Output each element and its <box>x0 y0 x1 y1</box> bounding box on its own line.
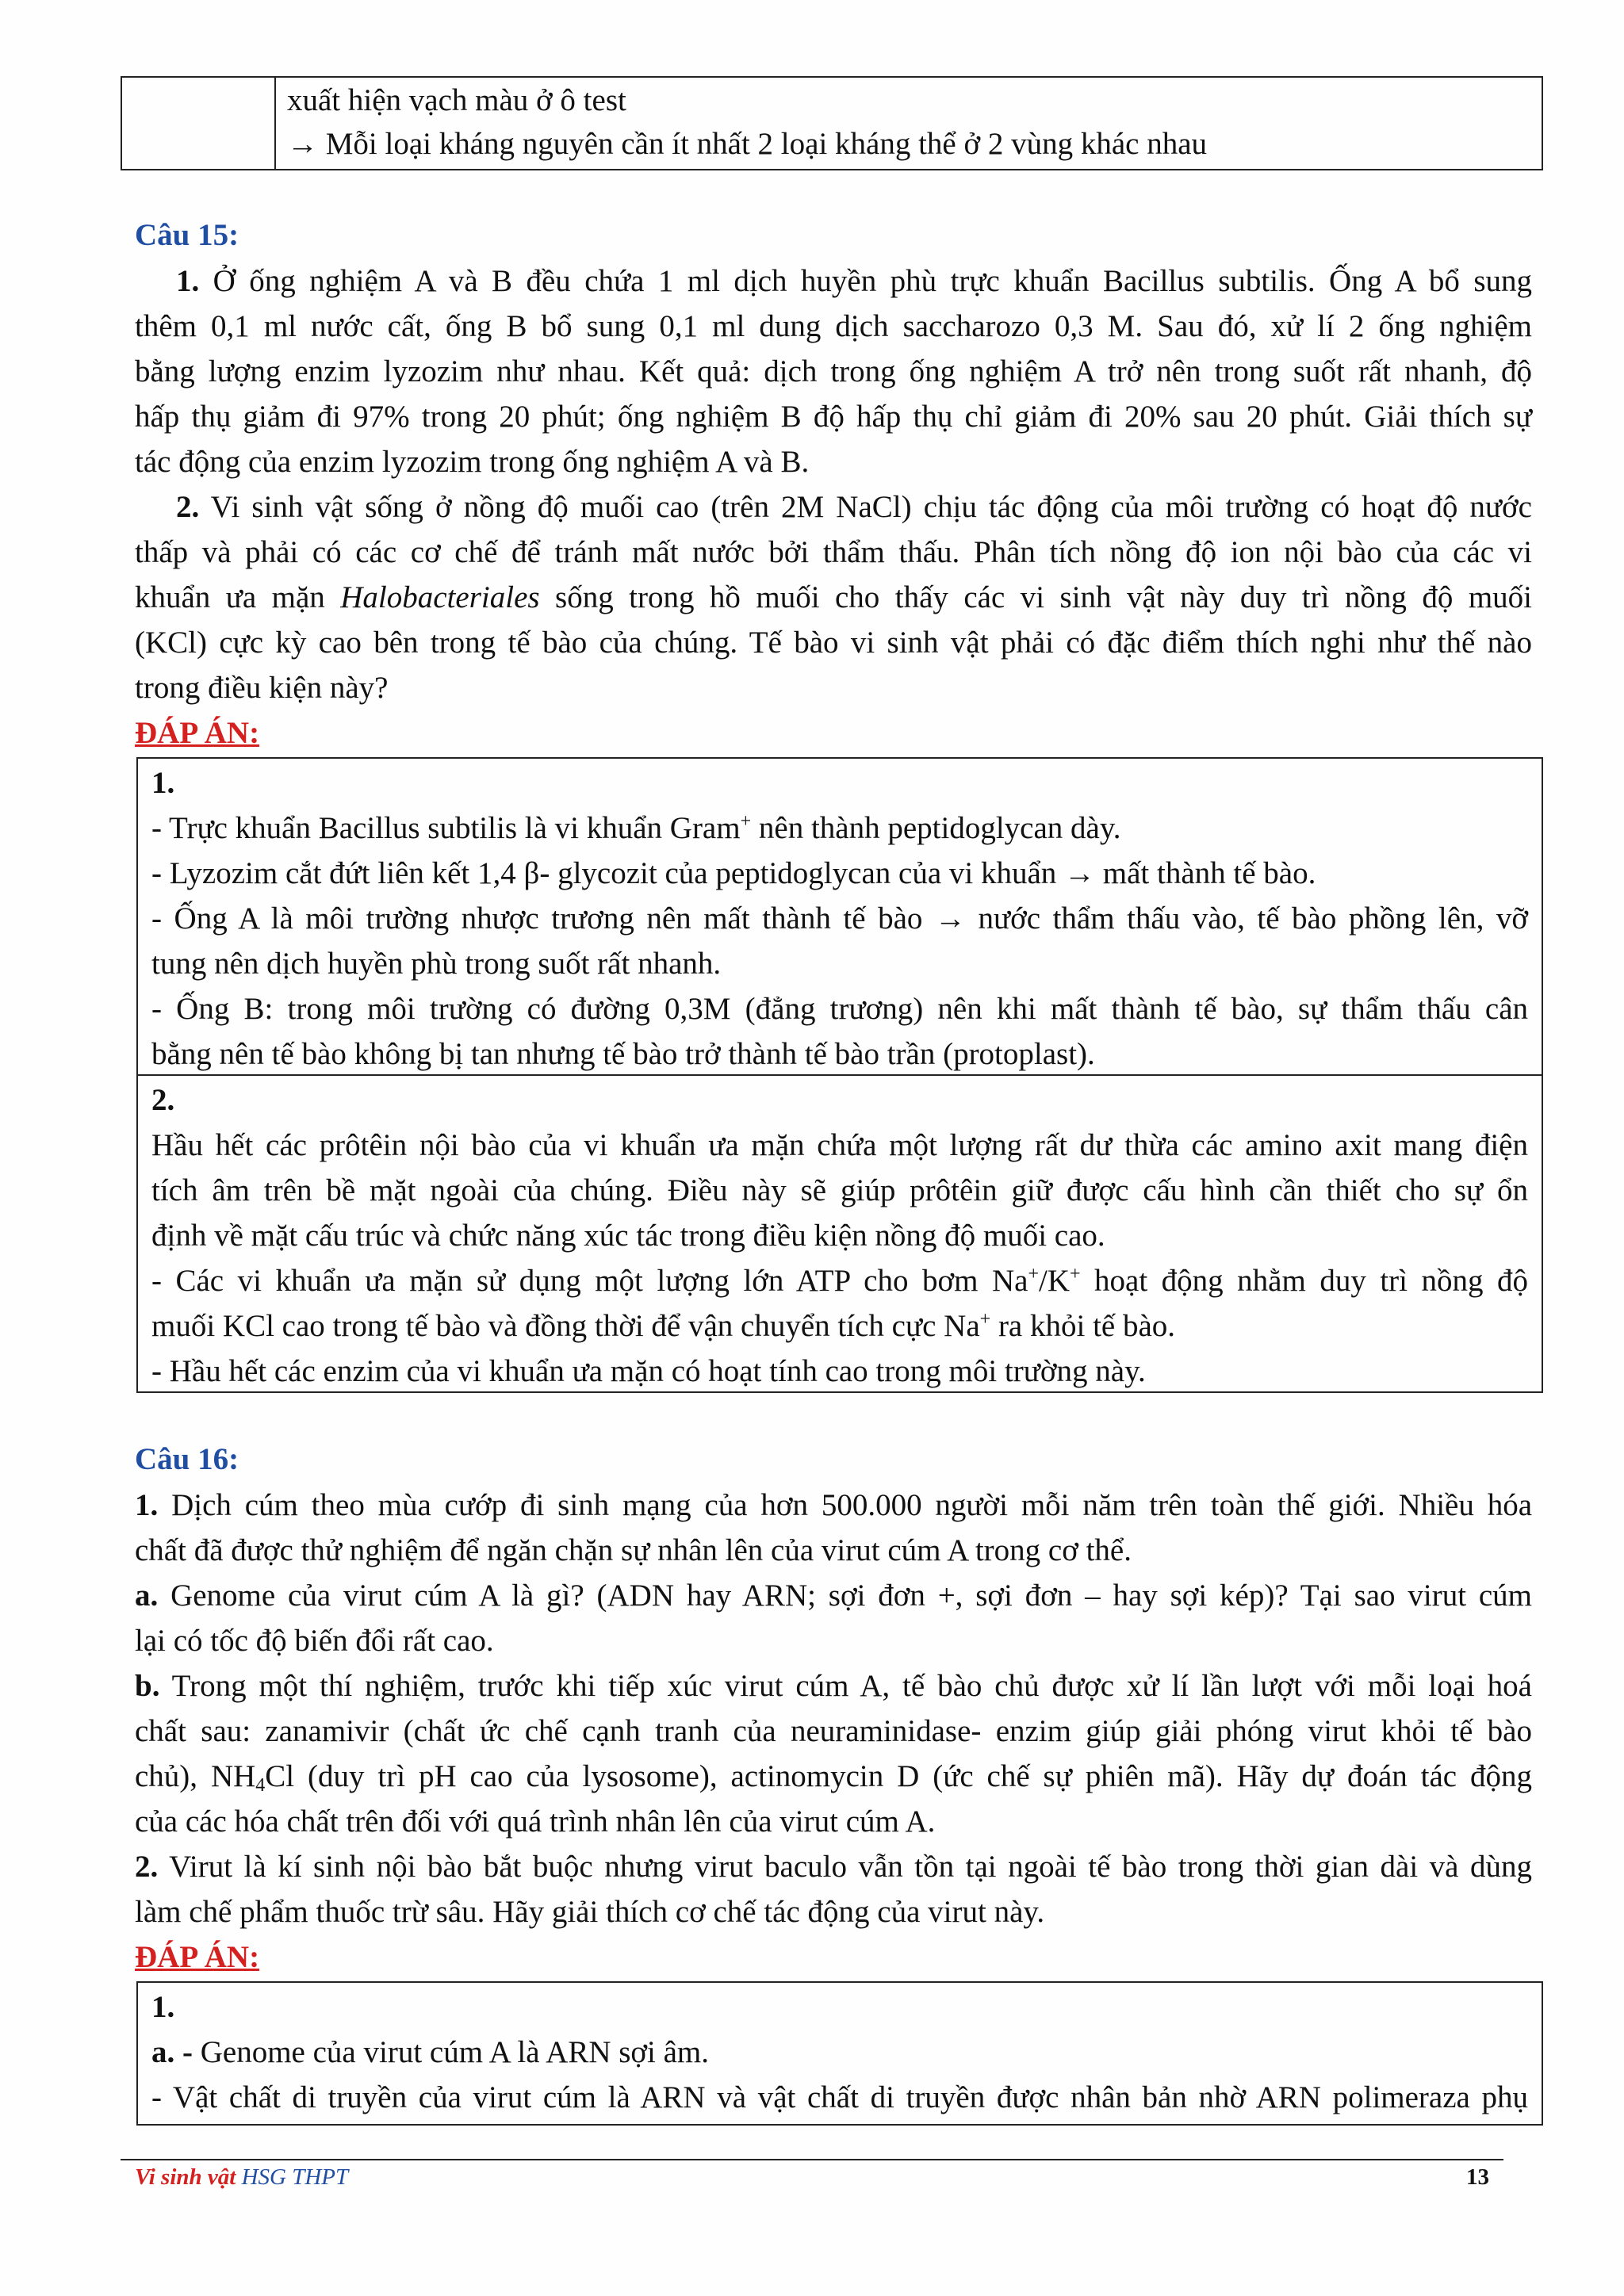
q15-p2-text-3b: sống trong hồ muối cho thấy các vi sinh vật này duy trì nồng độ muối <box>555 580 1532 614</box>
q16-b-line-2: chất sau: zanamivir (chất ức chế cạnh tranh của neuraminidase- enzim giúp giải phóng virut khỏi tế bào <box>135 1714 1532 1748</box>
q16-b-line-4: của các hóa chất trên đối với quá trình nhân lên của virut cúm A. <box>135 1804 936 1839</box>
nh4-subscript: 4 <box>255 1775 266 1796</box>
q15-ans2-line-5 <box>151 1303 1175 1349</box>
q16-p2-number: 2. <box>135 1850 159 1884</box>
q16-b-line-1 <box>135 1663 1532 1709</box>
q16-p1-line-2: chất đã được thử nghiệm để ngăn chặn sự nhân lên của virut cúm A trong cơ thể. <box>135 1533 1132 1567</box>
q15-p2-line-3 <box>135 575 1532 620</box>
q16-b-line-3 <box>135 1754 1532 1799</box>
q16-b-text-1: Trong một thí nghiệm, trước khi tiếp xúc virut cúm A, tế bào chủ được xử lí lần lượt với mỗi loại hoá <box>171 1669 1532 1703</box>
q15-p1-line-1 <box>176 258 1532 304</box>
q16-a-label: a. <box>135 1578 159 1613</box>
halobacteriales-term: Halobacteriales <box>340 580 540 614</box>
q16-ans-line-3: - Vật chất di truyền của virut cúm là ARN và vật chất di truyền được nhân bản nhờ ARN polimeraza phụ <box>151 2080 1528 2114</box>
q15-answer-box-2 <box>136 1074 1543 1393</box>
q15-p1-line-3: bằng lượng enzim lyzozim như nhau. Kết quả: dịch trong ống nghiệm A trở nên trong suốt rất nhanh, độ <box>135 354 1532 388</box>
q15-ans2-text-5b: ra khỏi tế bào. <box>990 1309 1176 1343</box>
q16-b-text-3a: chủ), NH <box>135 1759 256 1793</box>
continuation-table <box>121 76 1543 170</box>
q16-ans1-number: 1. <box>151 1990 175 2024</box>
q15-ans2-text-5a: muối KCl cao trong tế bào và đồng thời để vận chuyển tích cực Na <box>151 1309 980 1343</box>
q15-ans1-line-2: - Lyzozim cắt đứt liên kết 1,4 β- glycozit của peptidoglycan của vi khuẩn → mất thành tế bào. <box>151 856 1316 890</box>
q15-ans2-line-2: tích âm trên bề mặt ngoài của chúng. Điều này sẽ giúp prôtêin giữ được cấu hình cần thiết cho sự ổn <box>151 1173 1528 1207</box>
q16-p2-line-2: làm chế phẩm thuốc trừ sâu. Hãy giải thích cơ chế tác động của virut này. <box>135 1895 1045 1929</box>
q15-p2-line-2: thấp và phải có các cơ chế để tránh mất nước bởi thẩm thấu. Phân tích nồng độ ion nội bào của các vi <box>135 535 1532 569</box>
q16-a-line-1 <box>135 1573 1532 1618</box>
q16-p1-number: 1. <box>135 1488 159 1522</box>
q15-ans1-line-5: - Ống B: trong môi trường có đường 0,3M (đẳng trương) nên khi mất thành tế bào, sự thẩm thấu cân <box>151 992 1528 1026</box>
table-conclusion: Mỗi loại kháng nguyên cần ít nhất 2 loại kháng thể ở 2 vùng khác nhau <box>325 127 1208 161</box>
q16-ans-a-label: a. - <box>151 2035 193 2069</box>
q15-ans1-line-4: tung nên dịch huyền phù trong suốt rất nhanh. <box>151 947 722 981</box>
q15-p1-line-2: thêm 0,1 ml nước cất, ống B bổ sung 0,1 ml dung dịch saccharozo 0,3 M. Sau đó, xử lí 2 ống nghiệm <box>135 309 1532 343</box>
q15-ans1-number: 1. <box>151 766 175 800</box>
question-15-heading: Câu 15: <box>135 218 239 252</box>
q15-ans1-line-6: bằng nên tế bào không bị tan nhưng tế bào trở thành tế bào trần (protoplast). <box>151 1037 1095 1071</box>
footer-subject: Vi sinh vật <box>135 2164 236 2190</box>
q15-ans2-line-1: Hầu hết các prôtêin nội bào của vi khuẩn ưa mặn chứa một lượng rất dư thừa các amino axit mang điện <box>151 1128 1528 1162</box>
q15-ans2-line-6: - Hầu hết các enzim của vi khuẩn ưa mặn có hoạt tính cao trong môi trường này. <box>151 1354 1146 1388</box>
na-charge-sup-2: + <box>979 1309 991 1330</box>
q15-p2-text-3a: khuẩn ưa mặn <box>135 580 325 614</box>
q15-p2-line-4: (KCl) cực kỳ cao bên trong tế bào của chúng. Tế bào vi sinh vật phải có đặc điểm thích nghi như thế nào <box>135 626 1532 660</box>
table-text-line-2 <box>287 121 1207 166</box>
q15-p1-line-4: hấp thụ giảm đi 97% trong 20 phút; ống nghiệm B độ hấp thụ chỉ giảm đi 20% sau 20 phút. Giải thích sự <box>135 400 1532 434</box>
q15-p2-line-5: trong điều kiện này? <box>135 671 389 705</box>
q15-p1-number: 1. <box>176 264 200 298</box>
q16-answer-box <box>136 1981 1543 2126</box>
q15-answer-label: ĐÁP ÁN: <box>135 716 260 750</box>
q15-ans1-line-3: - Ống A là môi trường nhược trương nên mất thành tế bào → nước thẩm thấu vào, tế bào phồng lên, vỡ <box>151 901 1528 936</box>
q15-ans2-line-3: định về mặt cấu trúc và chức năng xúc tác trong điều kiện nồng độ muối cao. <box>151 1219 1105 1253</box>
q16-ans-a-line <box>151 2030 709 2075</box>
q16-ans-a-text: Genome của virut cúm A là ARN sợi âm. <box>200 2035 710 2069</box>
q15-ans1-line-1 <box>151 806 1121 851</box>
q16-a-text-1: Genome của virut cúm A là gì? (ADN hay ARN; sợi đơn +, sợi đơn – hay sợi kép)? Tại sao virut cúm <box>170 1578 1533 1613</box>
table-empty-cell <box>122 78 276 169</box>
q16-answer-label: ĐÁP ÁN: <box>135 1940 260 1974</box>
q15-ans2-text-4b: /K <box>1038 1264 1070 1298</box>
footer-rule <box>121 2159 1503 2160</box>
q16-a-line-2: lại có tốc độ biến đổi rất cao. <box>135 1624 494 1658</box>
q16-p1-line-1 <box>135 1483 1532 1528</box>
footer-level: HSG THPT <box>241 2164 349 2190</box>
q16-p1-text-1: Dịch cúm theo mùa cướp đi sinh mạng của hơn 500.000 người mỗi năm trên toàn thế giới. Nhiều hóa <box>171 1488 1533 1522</box>
q15-p1-text-1: Ở ống nghiệm A và B đều chứa 1 ml dịch huyền phù trực khuẩn Bacillus subtilis. Ống A bổ sung <box>213 264 1533 298</box>
gram-positive-sup: + <box>740 811 752 832</box>
q16-b-text-3b: Cl (duy trì pH cao của lysosome), actinomycin D (ức chế sự phiên mã). Hãy dự đoán tác động <box>265 1759 1532 1793</box>
q16-p2-line-1 <box>135 1844 1532 1889</box>
q15-ans1-text-1b: nên thành peptidoglycan dày. <box>751 811 1121 845</box>
q15-ans2-number: 2. <box>151 1083 175 1117</box>
arrow-icon: → <box>287 127 318 161</box>
q16-b-label: b. <box>135 1669 160 1703</box>
q15-p1-line-5: tác động của enzim lyzozim trong ống nghiệm A và B. <box>135 445 810 479</box>
q15-answer-box-1 <box>136 757 1543 1076</box>
q15-ans1-text-1a: - Trực khuẩn Bacillus subtilis là vi khuẩn Gram <box>151 811 741 845</box>
q15-ans2-text-4a: - Các vi khuẩn ưa mặn sử dụng một lượng lớn ATP cho bơm Na <box>151 1264 1028 1298</box>
q15-p2-line-1 <box>176 484 1532 530</box>
q15-p2-number: 2. <box>176 490 200 524</box>
q15-p2-text-1: Vi sinh vật sống ở nồng độ muối cao (trên 2M NaCl) chịu tác động của môi trường có hoạt độ nước <box>210 490 1532 524</box>
q15-ans2-text-4c: hoạt động nhằm duy trì nồng độ <box>1080 1264 1528 1298</box>
q15-ans2-line-4 <box>151 1258 1528 1303</box>
table-text-line-1: xuất hiện vạch màu ở ô test <box>287 83 626 117</box>
na-charge-sup: + <box>1028 1264 1039 1284</box>
q16-p2-text-1: Virut là kí sinh nội bào bắt buộc nhưng virut baculo vẫn tồn tại ngoài tế bào trong thời gian dài và dùng <box>169 1850 1532 1884</box>
page-number: 13 <box>1466 2164 1489 2190</box>
k-charge-sup: + <box>1069 1264 1081 1284</box>
question-16-heading: Câu 16: <box>135 1442 239 1476</box>
footer-title <box>135 2164 348 2191</box>
